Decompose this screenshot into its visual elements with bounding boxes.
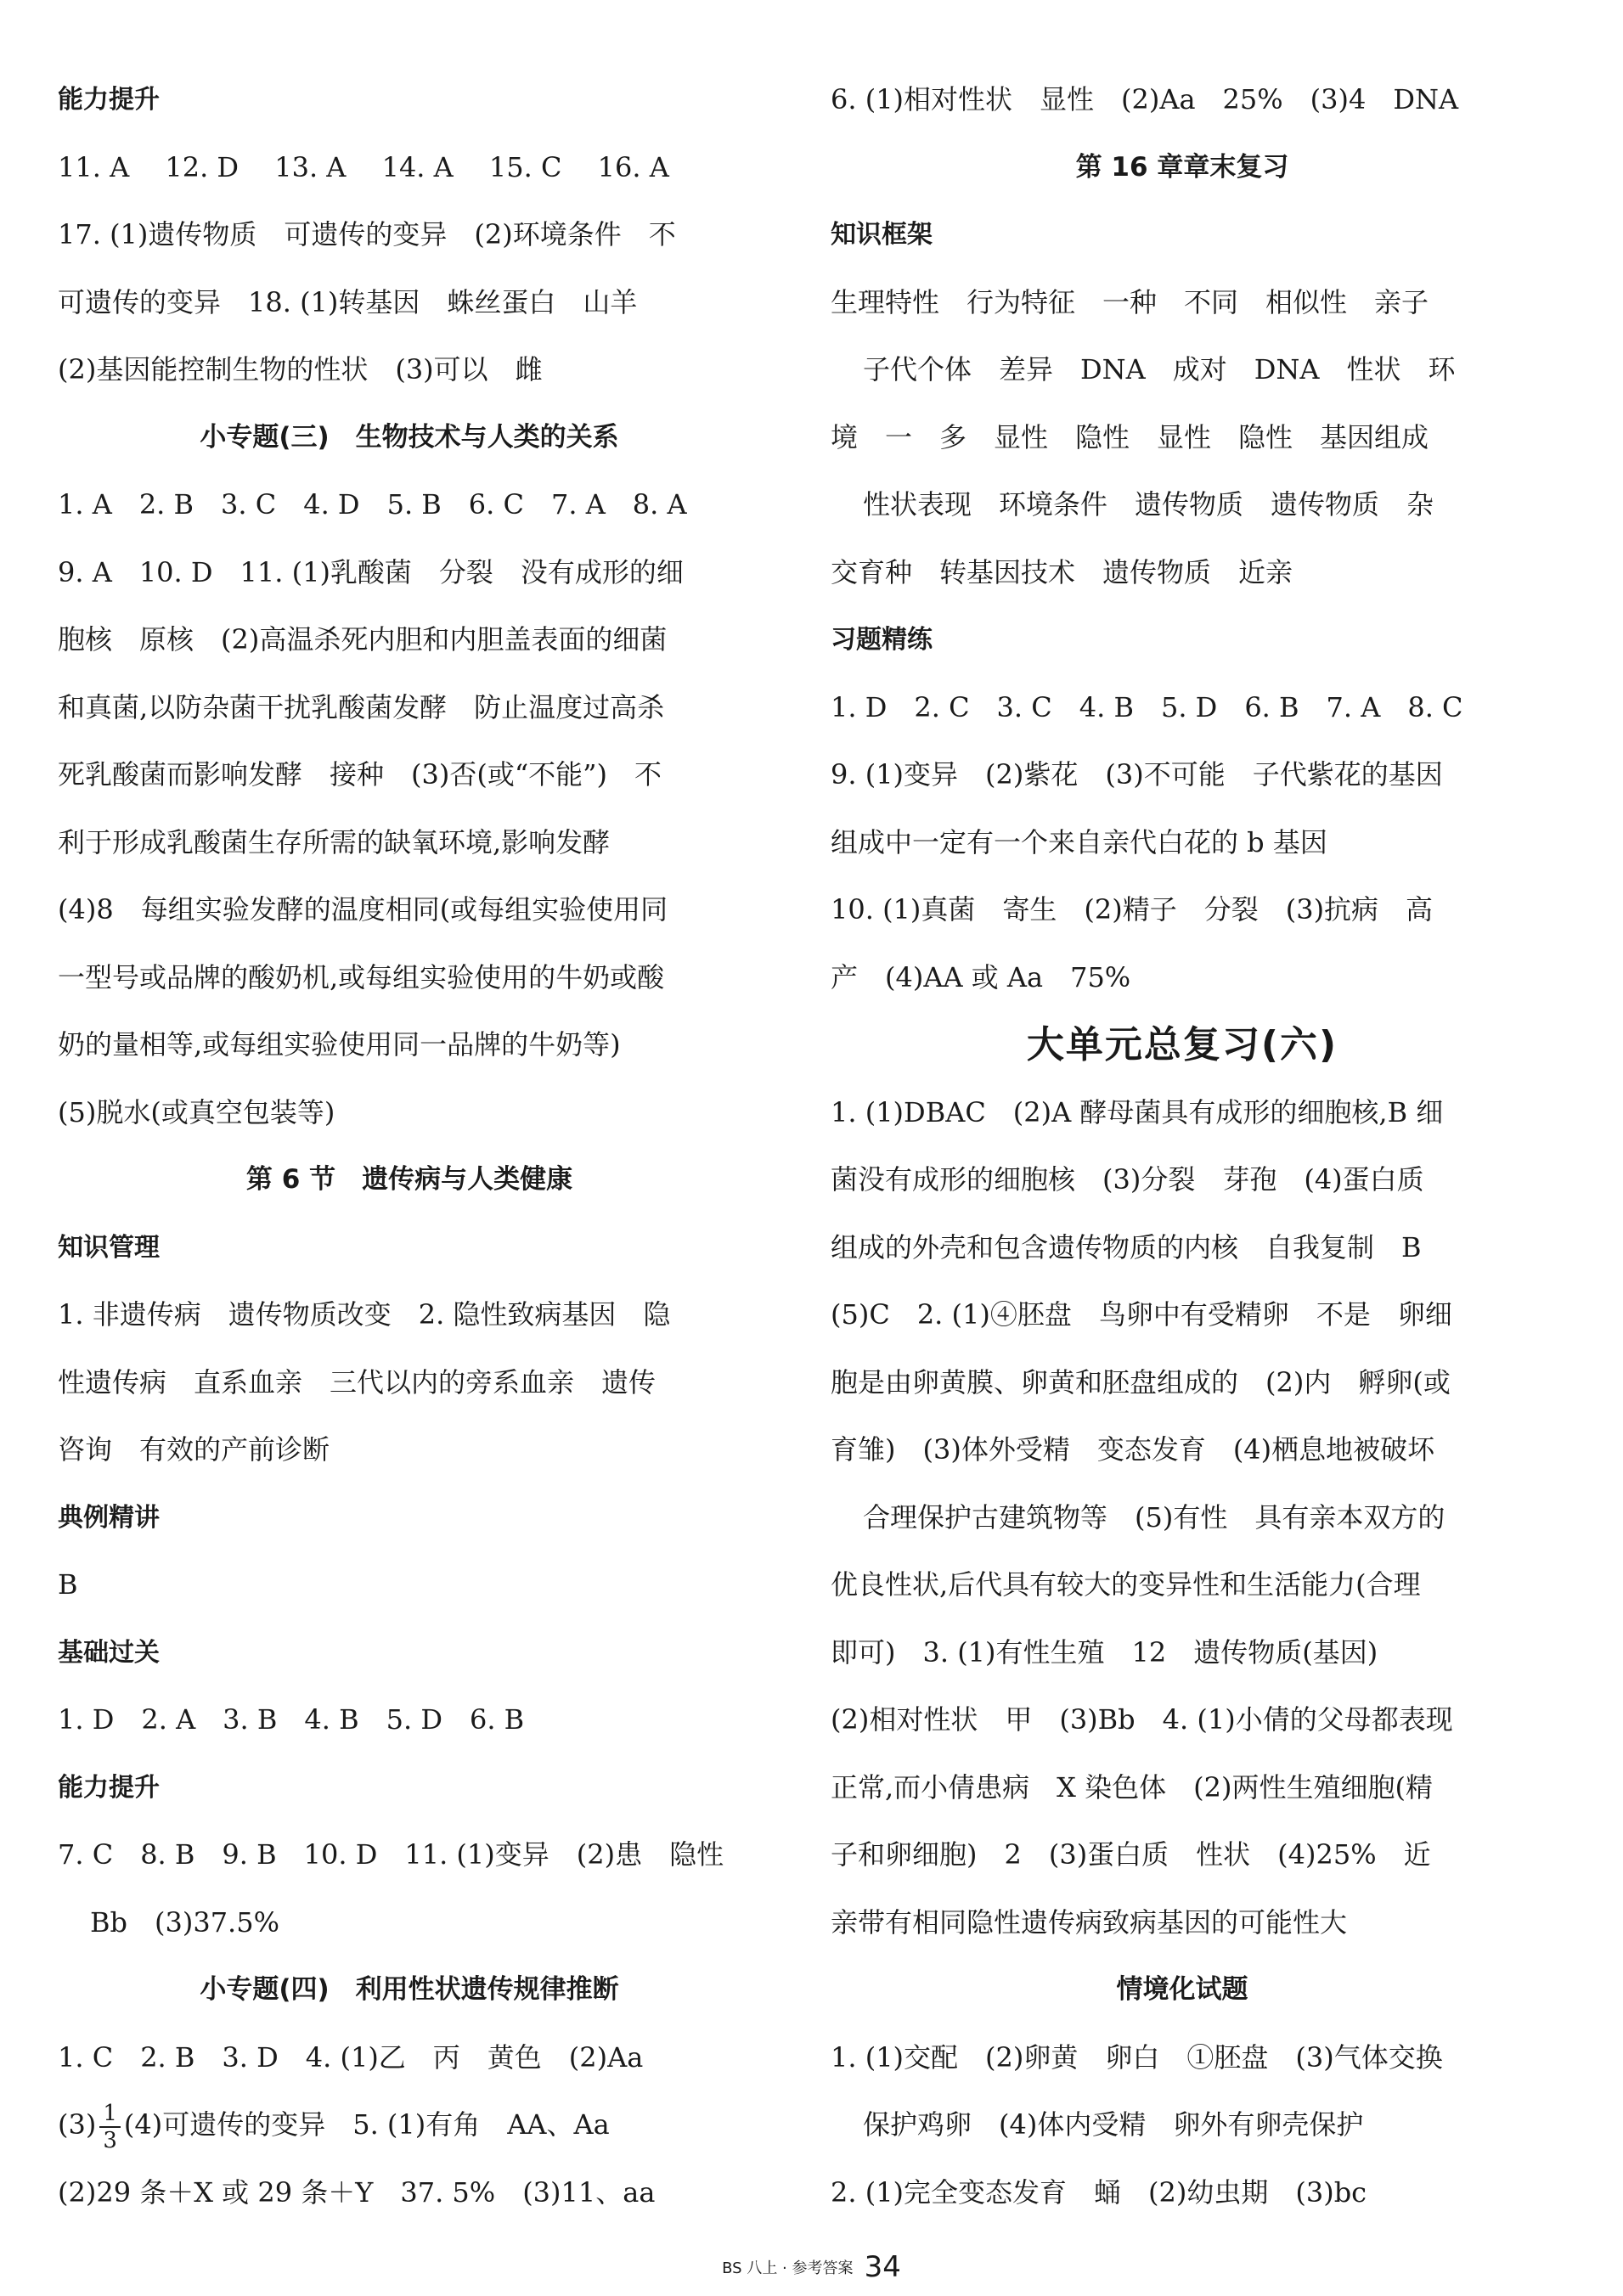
page-number: 34	[864, 2250, 901, 2284]
answer-line: 胞是由卵黄膜、卵黄和胚盘组成的 (2)内 孵卵(或	[831, 1365, 1451, 1398]
answer-line: 6. (1)相对性状 显性 (2)Aa 25% (3)4 DNA	[831, 83, 1459, 115]
section-heading: 典例精讲	[58, 1502, 160, 1533]
answer-line: 子代个体 差异 DNA 成对 DNA 性状 环	[863, 353, 1456, 385]
section-heading: 知识框架	[831, 220, 933, 250]
answer-line: 1. (1)交配 (2)卵黄 卵白 ①胚盘 (3)气体交换	[831, 2040, 1443, 2074]
section-heading: 能力提升	[58, 85, 160, 115]
answer-line: 交育种 转基因技术 遗传物质 近亲	[831, 555, 1293, 588]
left-column	[58, 66, 761, 2226]
unit-review-title: 大单元总复习(六)	[1026, 1023, 1338, 1066]
section-heading: 基础过关	[58, 1637, 160, 1668]
answer-line: 利于形成乳酸菌生存所需的缺氧环境,影响发酵	[58, 825, 611, 858]
answer-line: 即可) 3. (1)有性生殖 12 遗传物质(基因)	[831, 1635, 1378, 1669]
answer-line: 可遗传的变异 18. (1)转基因 蛛丝蛋白 山羊	[58, 285, 638, 318]
section-heading: 习题精练	[831, 625, 933, 655]
answer-line: (5)C 2. (1)④胚盘 鸟卵中有受精卵 不是 卵细	[831, 1298, 1452, 1331]
answer-line: 死乳酸菌而影响发酵 接种 (3)否(或“不能”) 不	[58, 758, 662, 791]
answer-line: 合理保护古建筑物等 (5)有性 具有亲本双方的	[863, 1500, 1445, 1533]
page-footer	[0, 2250, 1623, 2284]
section-heading: 能力提升	[58, 1772, 160, 1803]
answer-text: (3)	[58, 2108, 97, 2141]
answer-line: 组成中一定有一个来自亲代白花的 b 基因	[831, 825, 1327, 858]
answer-line: 咨询 有效的产前诊断	[58, 1433, 330, 1466]
section-title: 第 16 章章末复习	[1075, 151, 1289, 183]
answer-line: 1. D 2. A 3. B 4. B 5. D 6. B	[58, 1703, 525, 1736]
answer-line: 生理特性 行为特征 一种 不同 相似性 亲子	[831, 285, 1429, 318]
answer-line: 1. D 2. C 3. C 4. B 5. D 6. B 7. A 8. C	[831, 690, 1463, 723]
section-title: 情境化试题	[1116, 1974, 1248, 2005]
topic-heading: 小专题(三) 生物技术与人类的关系	[200, 421, 619, 453]
fraction	[99, 2101, 121, 2153]
answer-line: 优良性状,后代具有较大的变异性和生活能力(合理	[831, 1568, 1421, 1601]
section-title: 第 6 节 遗传病与人类健康	[245, 1164, 573, 1195]
answer-line: 10. (1)真菌 寄生 (2)精子 分裂 (3)抗病 高	[831, 893, 1434, 926]
answer-line: 1. C 2. B 3. D 4. (1)乙 丙 黄色 (2)Aa	[58, 2040, 644, 2074]
answer-line: 保护鸡卵 (4)体内受精 卵外有卵壳保护	[863, 2108, 1364, 2141]
topic-heading: 小专题(四) 利用性状遗传规律推断	[200, 1974, 619, 2005]
answer-line: 9. (1)变异 (2)紫花 (3)不可能 子代紫花的基因	[831, 758, 1443, 791]
answer-text: (4)可遗传的变异 5. (1)有角 AA、Aa	[123, 2108, 610, 2141]
answer-line: 境 一 多 显性 隐性 显性 隐性 基因组成	[831, 420, 1429, 453]
answer-line: 性状表现 环境条件 遗传物质 遗传物质 杂	[863, 488, 1434, 521]
answer-line: 和真菌,以防杂菌干扰乳酸菌发酵 防止温度过高杀	[58, 690, 665, 723]
answer-line: (4)8 每组实验发酵的温度相同(或每组实验使用同	[58, 893, 668, 926]
answer-line: 子和卵细胞) 2 (3)蛋白质 性状 (4)25% 近	[831, 1838, 1431, 1871]
answer-line: 17. (1)遗传物质 可遗传的变异 (2)环境条件 不	[58, 218, 676, 250]
answer-line: 1. (1)DBAC (2)A 酵母菌具有成形的细胞核,B 细	[831, 1095, 1444, 1128]
answer-line: (5)脱水(或真空包装等)	[58, 1095, 335, 1128]
answer-line: 1. 非遗传病 遗传物质改变 2. 隐性致病基因 隐	[58, 1298, 671, 1331]
answer-line: 胞核 原核 (2)高温杀死内胆和内胆盖表面的细菌	[58, 623, 668, 656]
answer-line: 菌没有成形的细胞核 (3)分裂 芽孢 (4)蛋白质	[831, 1163, 1424, 1196]
footer-label: BS 八上 · 参考答案	[722, 2259, 854, 2277]
answer-line: 奶的量相等,或每组实验使用同一品牌的牛奶等)	[58, 1028, 621, 1061]
answer-line: 性遗传病 直系血亲 三代以内的旁系血亲 遗传	[58, 1365, 657, 1398]
answer-line: (2)基因能控制生物的性状 (3)可以 雌	[58, 353, 543, 385]
answer-line: 7. C 8. B 9. B 10. D 11. (1)变异 (2)患 隐性	[58, 1838, 724, 1871]
answer-line: Bb (3)37.5%	[90, 1905, 279, 1939]
answer-line: B	[58, 1568, 78, 1601]
answer-line: 亲带有相同隐性遗传病致病基因的可能性大	[831, 1905, 1348, 1939]
answer-line: 9. A 10. D 11. (1)乳酸菌 分裂 没有成形的细	[58, 555, 684, 588]
answer-line: 一型号或品牌的酸奶机,或每组实验使用的牛奶或酸	[58, 960, 665, 993]
answer-line: 育雏) (3)体外受精 变态发育 (4)栖息地被破坏	[831, 1433, 1435, 1466]
section-heading: 知识管理	[58, 1232, 160, 1263]
answer-line: 2. (1)完全变态发育 蛹 (2)幼虫期 (3)bc	[831, 2175, 1367, 2209]
answer-line: 产 (4)AA 或 Aa 75%	[831, 960, 1131, 993]
fraction-denominator: 3	[103, 2127, 117, 2153]
answer-line: (2)相对性状 甲 (3)Bb 4. (1)小倩的父母都表现	[831, 1703, 1453, 1736]
answer-line: 组成的外壳和包含遗传物质的内核 自我复制 B	[831, 1230, 1422, 1263]
answer-line: 11. A 12. D 13. A 14. A 15. C 16. A	[58, 150, 669, 183]
answer-line-with-fraction	[58, 2091, 761, 2159]
answer-line: 1. A 2. B 3. C 4. D 5. B 6. C 7. A 8. A	[58, 488, 687, 521]
answer-line: 正常,而小倩患病 X 染色体 (2)两性生殖细胞(精	[831, 1770, 1433, 1804]
fraction-numerator: 1	[99, 2101, 121, 2128]
answer-line: (2)29 条＋X 或 29 条＋Y 37. 5% (3)11、aa	[58, 2175, 656, 2209]
right-column	[831, 66, 1534, 2226]
